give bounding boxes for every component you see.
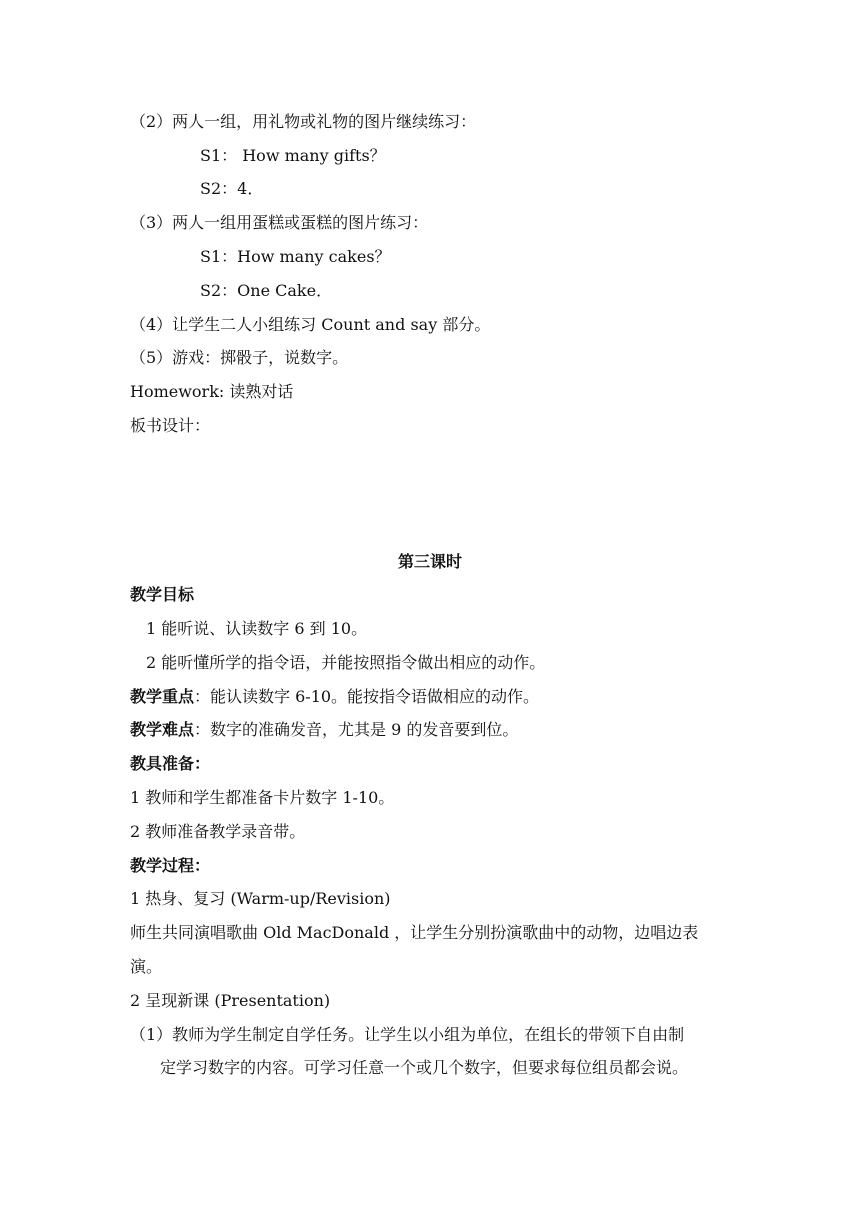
difficulty-label: 教学难点 bbox=[130, 720, 195, 739]
prep-item-1: 1 教师和学生都准备卡片数字 1-10。 bbox=[130, 788, 395, 807]
lesson-3-title: 第三课时 bbox=[397, 552, 462, 571]
board-design-label: 板书设计： bbox=[130, 416, 211, 435]
process-label: 教学过程 bbox=[130, 856, 195, 875]
prep-heading bbox=[130, 754, 210, 774]
warmup-text-line-1: 师生共同演唱歌曲 Old MacDonald ，让学生分别扮演歌曲中的动物，边唱边表 bbox=[130, 923, 699, 942]
key-points-text: ：能认读数字 6-10。能按指令语做相应的动作。 bbox=[194, 687, 540, 706]
prep-label: 教具准备 bbox=[130, 754, 195, 773]
step-2-text: （2）两人一组，用礼物或礼物的图片继续练习： bbox=[130, 112, 477, 131]
warmup-heading: 1 热身、复习 (Warm-up/Revision) bbox=[130, 889, 391, 908]
key-points-label: 教学重点 bbox=[130, 687, 195, 706]
presentation-heading: 2 呈现新课 (Presentation) bbox=[130, 991, 331, 1010]
goal-2: 2 能听懂所学的指令语，并能按照指令做出相应的动作。 bbox=[146, 653, 546, 672]
step-3-s1-line: S1：How many cakes？ bbox=[200, 247, 391, 266]
difficulty-line bbox=[130, 720, 518, 740]
prep-item-2: 2 教师准备教学录音带。 bbox=[130, 822, 306, 841]
step-3-s2-line: S2：One Cake． bbox=[200, 281, 333, 300]
step-4-text: （4）让学生二人小组练习 Count and say 部分。 bbox=[130, 315, 491, 334]
homework-line: Homework: 读熟对话 bbox=[130, 382, 294, 401]
warmup-text-line-2: 演。 bbox=[130, 957, 163, 976]
step-2-s2-line: S2：4． bbox=[200, 179, 264, 198]
difficulty-text: ：数字的准确发音，尤其是 9 的发音要到位。 bbox=[194, 720, 519, 739]
prep-colon: ： bbox=[194, 754, 211, 773]
goal-1: 1 能听说、认读数字 6 到 10。 bbox=[146, 619, 368, 638]
goals-heading: 教学目标 bbox=[130, 585, 195, 604]
process-colon: ： bbox=[194, 856, 211, 875]
process-heading bbox=[130, 856, 210, 876]
presentation-step-1-line-2: 定学习数字的内容。可学习任意一个或几个数字，但要求每位组员都会说。 bbox=[160, 1058, 689, 1077]
step-5-text: （5）游戏：掷骰子，说数字。 bbox=[130, 348, 349, 367]
key-points-line bbox=[130, 687, 539, 707]
step-2-s1-line: S1： How many gifts？ bbox=[200, 146, 386, 165]
presentation-step-1-line-1: （1）教师为学生制定自学任务。让学生以小组为单位，在组长的带领下自由制 bbox=[130, 1025, 685, 1044]
step-3-text: （3）两人一组用蛋糕或蛋糕的图片练习： bbox=[130, 213, 429, 232]
